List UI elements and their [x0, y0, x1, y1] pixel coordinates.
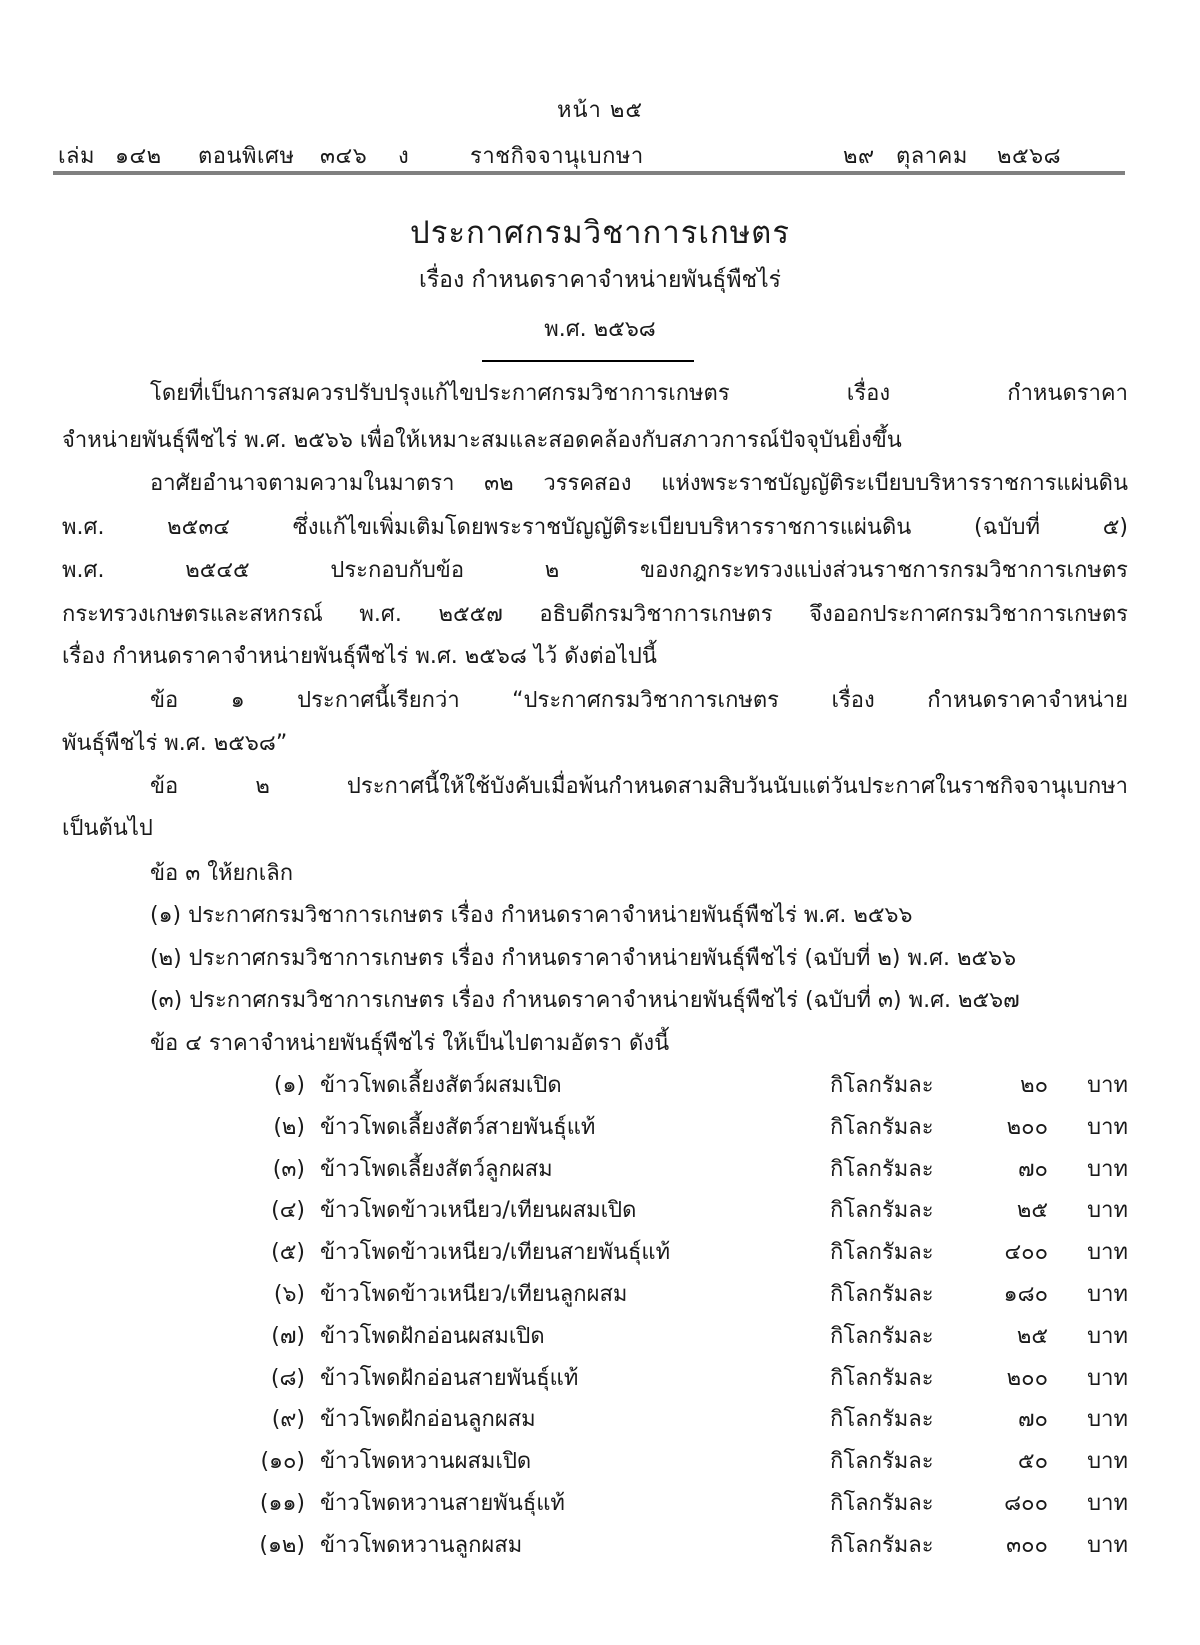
price-value: ๒๕: [1016, 1198, 1048, 1224]
seed-variety-name: ข้าวโพดเลี้ยงสัตว์ลูกผสม: [320, 1156, 553, 1182]
item-number: (๓): [272, 1156, 305, 1182]
price-row: [240, 1276, 1128, 1306]
currency-label: บาท: [1087, 1365, 1128, 1391]
price-value: ๒๕: [1016, 1323, 1048, 1349]
price-value: ๔๐๐: [1004, 1240, 1048, 1266]
clause-1-line: พันธุ์พืชไร่ พ.ศ. ๒๕๖๘”: [62, 731, 288, 756]
clause-3-heading: ข้อ ๓ ให้ยกเลิก: [150, 861, 294, 886]
price-row: [240, 1485, 1128, 1515]
announcement-year: พ.ศ. ๒๕๖๘: [544, 317, 656, 342]
unit-label: กิโลกรัมละ: [830, 1240, 934, 1266]
price-row: [240, 1360, 1128, 1390]
item-number: (๑๐): [260, 1449, 305, 1475]
authority-line: พ.ศ. ๒๕๔๕ ประกอบกับข้อ ๒ ของกฎกระทรวงแบ่งส่วนราชการกรมวิชาการเกษตร: [62, 558, 1128, 583]
seed-variety-name: ข้าวโพดเลี้ยงสัตว์ผสมเปิด: [320, 1073, 562, 1098]
currency-label: บาท: [1087, 1407, 1128, 1433]
unit-label: กิโลกรัมละ: [830, 1532, 934, 1558]
section-number: ๓๔๖: [320, 144, 368, 169]
announcement-title: ประกาศกรมวิชาการเกษตร: [410, 215, 790, 251]
seed-variety-name: ข้าวโพดฝักอ่อนสายพันธุ์แท้: [320, 1365, 579, 1391]
authority-line: กระทรวงเกษตรและสหกรณ์ พ.ศ. ๒๕๕๗ อธิบดีกรมวิชาการเกษตร จึงออกประกาศกรมวิชาการเกษตร: [62, 602, 1128, 627]
header-divider: [53, 171, 1125, 175]
price-row: [240, 1151, 1128, 1181]
section-label: ตอนพิเศษ: [198, 144, 295, 169]
price-row: [240, 1192, 1128, 1222]
date-year: ๒๕๖๘: [997, 144, 1062, 169]
price-value: ๒๐๐: [1006, 1365, 1048, 1391]
date-month: ตุลาคม: [896, 144, 968, 169]
preamble-line: จำหน่ายพันธุ์พืชไร่ พ.ศ. ๒๕๖๖ เพื่อให้เหมาะสมและสอดคล้องกับสภาวการณ์ปัจจุบันยิ่งขึ้น: [62, 428, 902, 453]
price-row: [240, 1527, 1128, 1557]
unit-label: กิโลกรัมละ: [830, 1282, 934, 1307]
item-number: (๑): [273, 1073, 305, 1098]
clause-1-line: ข้อ ๑ ประกาศนี้เรียกว่า “ประกาศกรมวิชาการเกษตร เรื่อง กำหนดราคาจำหน่าย: [150, 688, 1128, 713]
date-day: ๒๙: [843, 144, 875, 169]
currency-label: บาท: [1087, 1240, 1128, 1266]
seed-variety-name: ข้าวโพดข้าวเหนียว/เทียนสายพันธุ์แท้: [320, 1240, 671, 1266]
unit-label: กิโลกรัมละ: [830, 1073, 934, 1098]
seed-variety-name: ข้าวโพดหวานผสมเปิด: [320, 1449, 532, 1475]
authority-line: พ.ศ. ๒๕๓๔ ซึ่งแก้ไขเพิ่มเติมโดยพระราชบัญญัติระเบียบบริหารราชการแผ่นดิน (ฉบับที่ ๕): [62, 515, 1128, 540]
price-value: ๓๐๐: [1006, 1532, 1048, 1558]
price-value: ๒๐: [1020, 1073, 1048, 1098]
currency-label: บาท: [1087, 1323, 1128, 1349]
seed-variety-name: ข้าวโพดฝักอ่อนลูกผสม: [320, 1407, 536, 1433]
price-value: ๗๐: [1018, 1407, 1048, 1433]
item-number: (๕): [271, 1240, 305, 1266]
seed-variety-name: ข้าวโพดข้าวเหนียว/เทียนลูกผสม: [320, 1282, 628, 1307]
repealed-item: (๓) ประกาศกรมวิชาการเกษตร เรื่อง กำหนดราคาจำหน่ายพันธุ์พืชไร่ (ฉบับที่ ๓) พ.ศ. ๒๕๖๗: [150, 988, 1020, 1013]
item-number: (๒): [273, 1114, 305, 1140]
item-number: (๙): [271, 1407, 305, 1433]
price-value: ๗๐: [1018, 1156, 1048, 1182]
seed-variety-name: ข้าวโพดข้าวเหนียว/เทียนผสมเปิด: [320, 1198, 637, 1224]
authority-line: เรื่อง กำหนดราคาจำหน่ายพันธุ์พืชไร่ พ.ศ. ๒๕๖๘ ไว้ ดังต่อไปนี้: [62, 644, 657, 669]
item-number: (๑๑): [259, 1491, 305, 1516]
announcement-subject: เรื่อง กำหนดราคาจำหน่ายพันธุ์พืชไร่: [418, 267, 782, 293]
price-value: ๒๐๐: [1006, 1114, 1048, 1140]
item-number: (๘): [270, 1365, 305, 1391]
unit-label: กิโลกรัมละ: [830, 1449, 934, 1475]
unit-label: กิโลกรัมละ: [830, 1491, 934, 1516]
volume-number: ๑๔๒: [115, 144, 162, 169]
repealed-item: (๑) ประกาศกรมวิชาการเกษตร เรื่อง กำหนดราคาจำหน่ายพันธุ์พืชไร่ พ.ศ. ๒๕๖๖: [150, 903, 913, 928]
item-number: (๖): [273, 1282, 305, 1307]
unit-label: กิโลกรัมละ: [830, 1114, 934, 1140]
price-value: ๕๐: [1017, 1449, 1048, 1475]
price-row: [240, 1109, 1128, 1139]
authority-line: อาศัยอำนาจตามความในมาตรา ๓๒ วรรคสอง แห่งพระราชบัญญัติระเบียบบริหารราชการแผ่นดิน: [150, 471, 1128, 496]
seed-variety-name: ข้าวโพดหวานสายพันธุ์แท้: [320, 1491, 565, 1516]
currency-label: บาท: [1087, 1282, 1128, 1307]
currency-label: บาท: [1087, 1532, 1128, 1558]
price-row: [240, 1234, 1128, 1264]
price-value: ๘๐๐: [1004, 1491, 1048, 1516]
item-number: (๑๒): [259, 1532, 305, 1558]
volume-label: เล่ม: [58, 144, 96, 169]
currency-label: บาท: [1087, 1114, 1128, 1140]
unit-label: กิโลกรัมละ: [830, 1156, 934, 1182]
currency-label: บาท: [1087, 1449, 1128, 1475]
price-row: [240, 1318, 1128, 1348]
unit-label: กิโลกรัมละ: [830, 1198, 934, 1224]
clause-2-line: ข้อ ๒ ประกาศนี้ให้ใช้บังคับเมื่อพ้นกำหนดสามสิบวันนับแต่วันประกาศในราชกิจจานุเบกษา: [150, 774, 1128, 799]
unit-label: กิโลกรัมละ: [830, 1365, 934, 1391]
clause-2-line: เป็นต้นไป: [62, 816, 153, 841]
unit-label: กิโลกรัมละ: [830, 1407, 934, 1433]
price-row: [240, 1067, 1128, 1097]
seed-variety-name: ข้าวโพดฝักอ่อนผสมเปิด: [320, 1323, 545, 1349]
unit-label: กิโลกรัมละ: [830, 1323, 934, 1349]
price-row: [240, 1401, 1128, 1431]
currency-label: บาท: [1087, 1198, 1128, 1224]
clause-4-heading: ข้อ ๔ ราคาจำหน่ายพันธุ์พืชไร่ ให้เป็นไปตามอัตรา ดังนี้: [150, 1031, 670, 1056]
seed-variety-name: ข้าวโพดเลี้ยงสัตว์สายพันธุ์แท้: [320, 1114, 596, 1140]
currency-label: บาท: [1087, 1491, 1128, 1516]
seed-variety-name: ข้าวโพดหวานลูกผสม: [320, 1532, 523, 1558]
title-underline: [482, 360, 694, 362]
page-number: หน้า ๒๕: [556, 98, 644, 123]
currency-label: บาท: [1087, 1156, 1128, 1182]
repealed-item: (๒) ประกาศกรมวิชาการเกษตร เรื่อง กำหนดราคาจำหน่ายพันธุ์พืชไร่ (ฉบับที่ ๒) พ.ศ. ๒๕๖๖: [150, 946, 1017, 971]
item-number: (๔): [271, 1198, 305, 1224]
gazette-name: ราชกิจจานุเบกษา: [470, 144, 644, 169]
price-row: [240, 1443, 1128, 1473]
section-letter: ง: [398, 144, 410, 169]
currency-label: บาท: [1087, 1073, 1128, 1098]
price-value: ๑๘๐: [1003, 1282, 1048, 1307]
item-number: (๗): [271, 1323, 305, 1349]
preamble-line: โดยที่เป็นการสมควรปรับปรุงแก้ไขประกาศกรมวิชาการเกษตร เรื่อง กำหนดราคา: [150, 381, 1128, 406]
